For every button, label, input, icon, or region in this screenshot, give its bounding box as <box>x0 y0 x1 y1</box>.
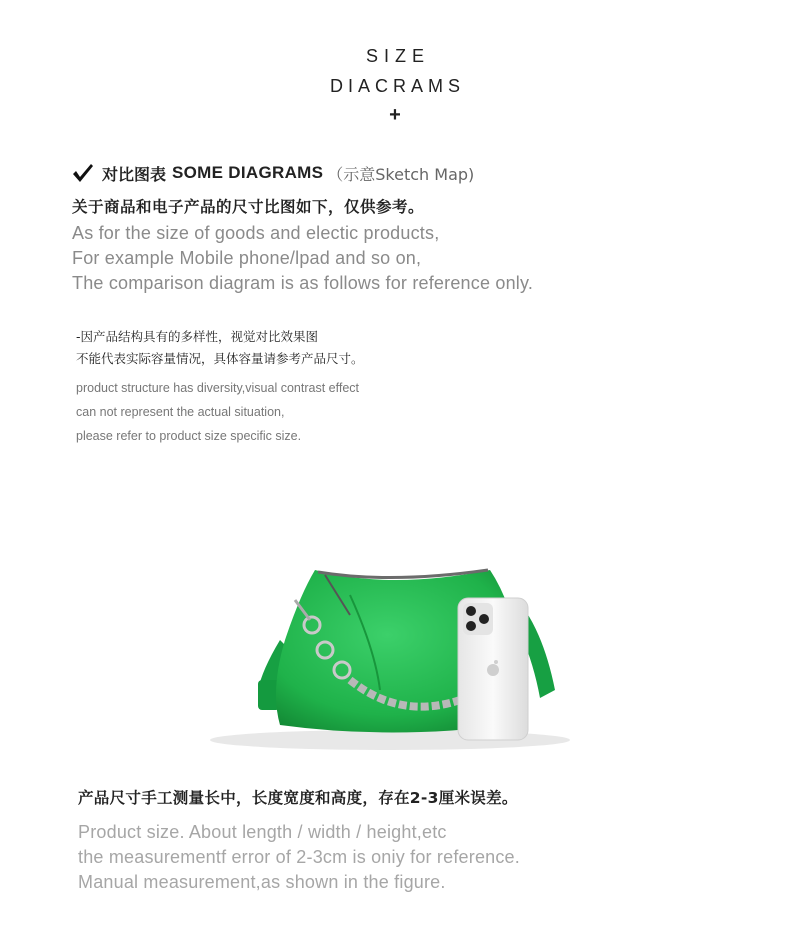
disclaimer-section <box>76 326 676 448</box>
smartphone <box>458 598 528 740</box>
measurement-cn: 产品尺寸手工测量长中，长度宽度和高度，存在2-3厘米误差。 <box>78 789 518 807</box>
disclaimer-en-line: please refer to product size specific size. <box>76 429 302 443</box>
checkmark-icon <box>72 162 94 184</box>
measurement-en-line: Manual measurement,as shown in the figure. <box>78 872 446 892</box>
description-line: As for the size of goods and electic products, <box>72 223 440 243</box>
subtitle-cn: 关于商品和电子产品的尺寸比图如下，仅供参考。 <box>72 198 425 216</box>
measurement-en <box>78 820 758 895</box>
disclaimer-en-line: product structure has diversity,visual contrast effect <box>76 381 359 395</box>
plus-icon: + <box>389 104 401 126</box>
measurement-section <box>78 786 758 895</box>
measurement-en-line: the measurementf error of 2-3cm is oniy for reference. <box>78 847 520 867</box>
size-diagrams-header <box>0 44 790 126</box>
product-image <box>200 540 580 760</box>
description-line: The comparison diagram is as follows for reference only. <box>72 273 534 293</box>
title-en: SOME DIAGRAMS <box>172 163 324 182</box>
comparison-section <box>72 160 752 296</box>
disclaimer-en-line: can not represent the actual situation, <box>76 405 285 419</box>
disclaimer-en <box>76 376 676 448</box>
description-line: For example Mobile phone/lpad and so on, <box>72 248 422 268</box>
description-en <box>72 221 752 296</box>
header-title-line1: SIZE <box>365 46 430 66</box>
title-note: （示意Sketch Map) <box>327 164 475 184</box>
disclaimer-cn-line: -因产品结构具有的多样性，视觉对比效果图 <box>76 329 319 344</box>
header-title-line2: DIACRAMS <box>329 76 465 96</box>
measurement-en-line: Product size. About length / width / height,etc <box>78 822 447 842</box>
section-title <box>72 160 752 186</box>
title-cn: 对比图表 <box>102 164 167 184</box>
disclaimer-cn-line: 不能代表实际容量情况，具体容量请参考产品尺寸。 <box>76 351 364 366</box>
